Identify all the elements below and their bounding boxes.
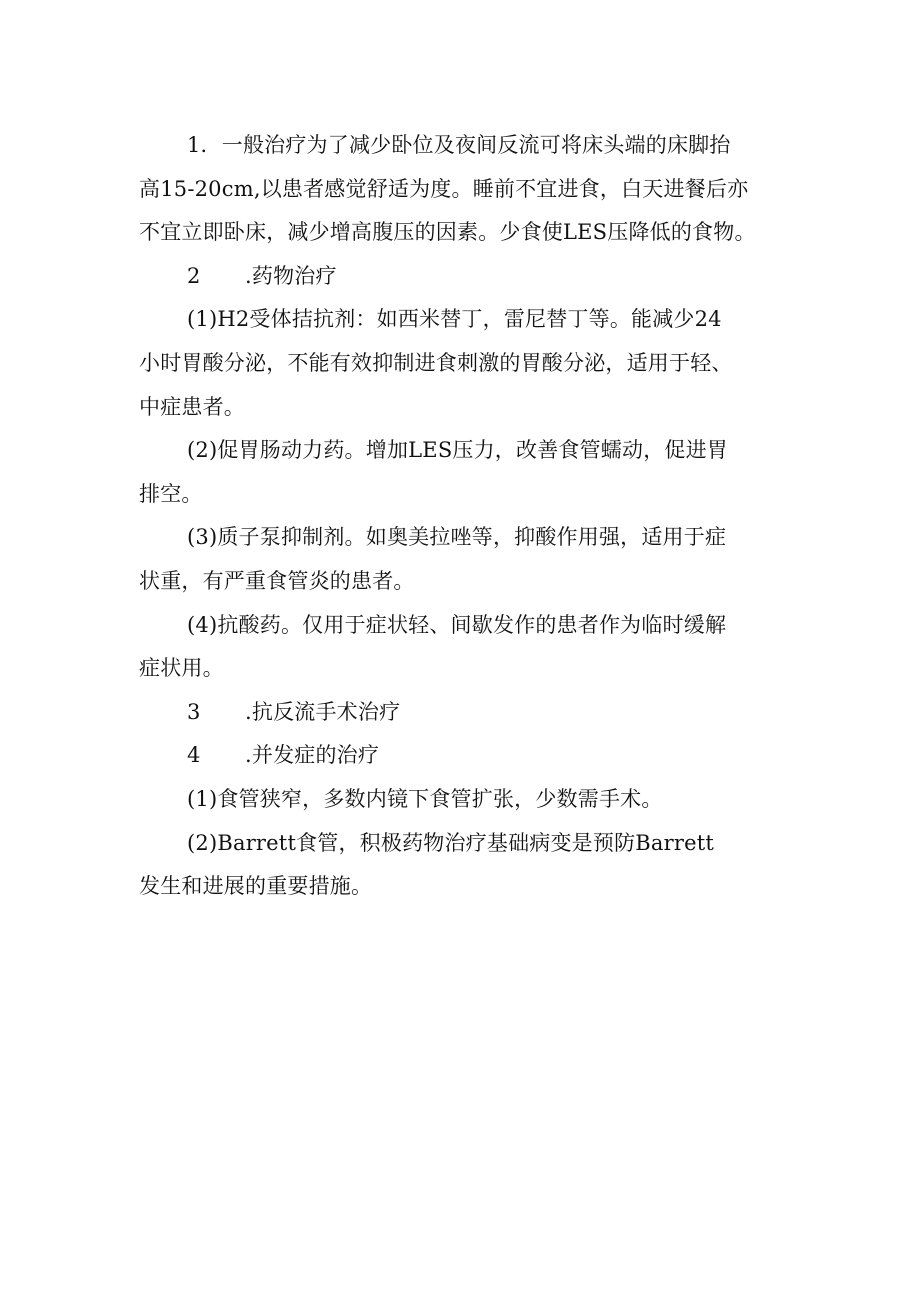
paragraph-line: (2)促胃肠动力药。增加LES压力，改善食管蠕动，促进胃 <box>187 438 729 463</box>
section-number: 4 <box>187 743 201 768</box>
paragraph-line: 状重，有严重食管炎的患者。 <box>139 568 415 593</box>
paragraph-line: (1)食管狭窄，多数内镜下食管扩张，少数需手术。 <box>187 786 663 811</box>
document-body <box>139 124 799 909</box>
section-heading <box>139 255 799 299</box>
paragraph-line: (4)抗酸药。仅用于症状轻、间歇发作的患者作为临时缓解 <box>187 612 727 637</box>
section-number: 3 <box>187 699 201 724</box>
paragraph-line: (1)H2受体拮抗剂：如西米替丁，雷尼替丁等。能减少24 <box>187 307 722 332</box>
paragraph-line: 小时胃酸分泌，不能有效抑制进食刺激的胃酸分泌，适用于轻、 <box>139 350 733 375</box>
paragraph-line: 中症患者。 <box>139 394 245 419</box>
section-number: 2 <box>187 263 201 288</box>
paragraph-line: 发生和进展的重要措施。 <box>139 874 373 899</box>
section-heading <box>139 691 799 735</box>
paragraph-line: (2)Barrett食管，积极药物治疗基础病变是预防Barrett <box>187 830 715 855</box>
section-title: .抗反流手术治疗 <box>245 699 401 724</box>
paragraph-line: 排空。 <box>139 481 203 506</box>
section-title: .药物治疗 <box>245 263 337 288</box>
section-heading <box>139 734 799 778</box>
paragraph-line: 不宜立即卧床，减少增高腹压的因素。少食使LES压降低的食物。 <box>139 220 756 245</box>
paragraph-line: 1．一般治疗为了减少卧位及夜间反流可将床头端的床脚抬 <box>187 133 731 157</box>
paragraph-line: 高15-20cm,以患者感觉舒适为度。睡前不宜进食，白天进餐后亦 <box>139 176 749 201</box>
section-title: .并发症的治疗 <box>245 743 380 768</box>
paragraph-line: (3)质子泵抑制剂。如奥美拉唑等，抑酸作用强，适用于症 <box>187 525 727 550</box>
paragraph-line: 症状用。 <box>139 656 224 681</box>
